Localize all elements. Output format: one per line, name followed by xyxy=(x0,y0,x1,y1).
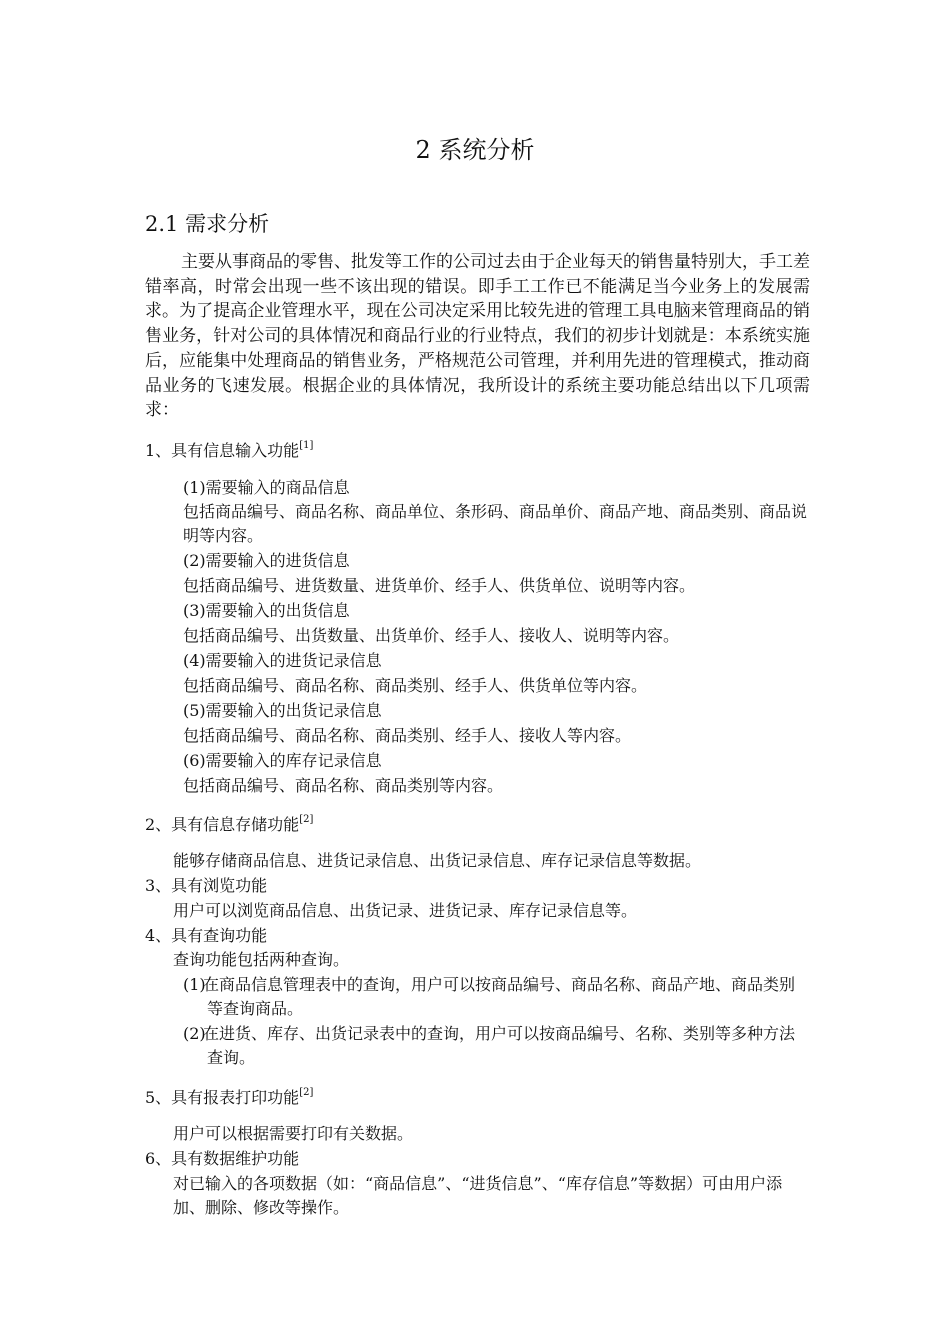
item-heading: (6)需要输入的库存记录信息 xyxy=(183,751,382,770)
query-item-number: (1) xyxy=(183,975,206,994)
item-body: 包括商品编号、商品名称、商品单位、条形码、商品单价、商品产地、商品类别、商品说明等内容。 xyxy=(183,502,808,545)
function-2-body: 能够存储商品信息、进货记录信息、出货记录信息、库存记录信息等数据。 xyxy=(173,851,702,870)
chapter-title: 2 系统分析 xyxy=(415,136,535,164)
function-6-body: 对已输入的各项数据（如：“商品信息”、“进货信息”、“库存信息”等数据）可由用户添加、删除、修改等操作。 xyxy=(173,1174,783,1217)
item-body: 包括商品编号、商品名称、商品类别等内容。 xyxy=(183,776,504,795)
item-body: 包括商品编号、进货数量、进货单价、经手人、供货单位、说明等内容。 xyxy=(183,576,696,595)
item-heading: (2)需要输入的进货信息 xyxy=(183,551,350,570)
function-3-title: 3、具有浏览功能 xyxy=(145,876,268,895)
citation-ref: [1] xyxy=(299,440,314,451)
query-item-text: 在进货、库存、出货记录表中的查询，用户可以按商品编号、名称、类别等多种方法查询。 xyxy=(203,1024,796,1067)
query-item-text: 在商品信息管理表中的查询，用户可以按商品编号、商品名称、商品产地、商品类别等查询商品。 xyxy=(203,975,796,1018)
function-1-title: 1、具有信息输入功能 xyxy=(145,441,300,460)
function-2-title: 2、具有信息存储功能 xyxy=(145,815,300,834)
item-heading: (4)需要输入的进货记录信息 xyxy=(183,651,382,670)
function-5-heading xyxy=(145,1087,313,1109)
function-1-heading xyxy=(145,440,313,462)
function-3-body: 用户可以浏览商品信息、出货记录、进货记录、库存记录信息等。 xyxy=(173,901,638,920)
query-item-number: (2) xyxy=(183,1024,206,1043)
item-body: 包括商品编号、出货数量、出货单价、经手人、接收人、说明等内容。 xyxy=(183,626,680,645)
intro-paragraph: 主要从事商品的零售、批发等工作的公司过去由于企业每天的销售量特别大，手工差错率高，时常会出现一些不该出现的错误。即手工工作已不能满足当今业务上的发展需求。为了提高企业管理水平，现在公司决定采用比较先进的管理工具电脑来管理商品的销售业务，针对公司的具体情况和商品行业的行业特点，我们的初步计划就是：本系统实施后，应能集中处理商品的销售业务，严格规范公司管理，并利用先进的管理模式，推动商品业务的飞速发展。根据企业的具体情况，我所设计的系统主要功能总结出以下几项需求： xyxy=(145,252,810,421)
function-5-title: 5、具有报表打印功能 xyxy=(145,1088,300,1107)
item-heading: (3)需要输入的出货信息 xyxy=(183,601,350,620)
function-5-body: 用户可以根据需要打印有关数据。 xyxy=(173,1124,414,1143)
item-heading: (1)需要输入的商品信息 xyxy=(183,478,350,497)
function-4-body: 查询功能包括两种查询。 xyxy=(173,950,350,969)
function-4-title: 4、具有查询功能 xyxy=(145,926,268,945)
function-2-heading xyxy=(145,814,313,836)
item-body: 包括商品编号、商品名称、商品类别、经手人、供货单位等内容。 xyxy=(183,676,648,695)
function-6-title: 6、具有数据维护功能 xyxy=(145,1149,300,1168)
item-heading: (5)需要输入的出货记录信息 xyxy=(183,701,382,720)
item-body: 包括商品编号、商品名称、商品类别、经手人、接收人等内容。 xyxy=(183,726,632,745)
citation-ref: [2] xyxy=(299,814,314,825)
citation-ref: [2] xyxy=(299,1087,314,1098)
section-title: 2.1 需求分析 xyxy=(145,212,270,236)
